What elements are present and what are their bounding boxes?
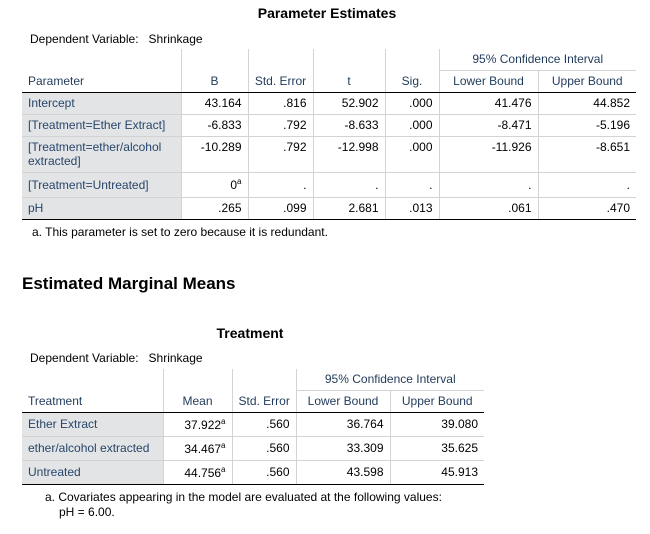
col-upper-bound: Upper Bound <box>538 70 636 92</box>
row-label: [Treatment=Untreated] <box>22 172 181 197</box>
cell-upper-bound: .470 <box>538 197 636 219</box>
table-row <box>22 92 636 114</box>
row-label: Untreated <box>22 460 163 484</box>
cell-std-error: .099 <box>248 197 313 219</box>
cell-mean-value: 44.756 <box>184 465 222 480</box>
col-lower-bound: Lower Bound <box>296 390 390 412</box>
parameter-estimates-title: Parameter Estimates <box>257 5 397 21</box>
footnote-marker: a <box>221 464 226 474</box>
cell-mean-value: 34.467 <box>184 441 222 456</box>
cell-upper-bound: 39.080 <box>390 412 484 436</box>
emm-dependent-variable-value: Shrinkage <box>148 351 203 365</box>
footnote-marker: a <box>237 177 242 186</box>
cell-upper-bound: -8.651 <box>538 136 636 172</box>
treatment-table-title: Treatment <box>216 325 284 341</box>
col-treatment: Treatment <box>22 390 163 412</box>
col-std-error: Std. Error <box>232 390 296 412</box>
row-label: [Treatment=ether/alcohol extracted] <box>22 136 181 172</box>
estimated-marginal-means-heading: Estimated Marginal Means <box>22 274 236 293</box>
col-t: t <box>313 70 385 92</box>
col-std-error: Std. Error <box>248 70 313 92</box>
footnote-marker: a <box>221 440 226 450</box>
cell-upper-bound: 35.625 <box>390 436 484 460</box>
cell-lower-bound: .061 <box>439 197 538 219</box>
row-label: Ether Extract <box>22 412 163 436</box>
table-row <box>22 460 484 484</box>
row-label: [Treatment=Ether Extract] <box>22 114 181 136</box>
cell-b-value: 0 <box>230 178 238 192</box>
table-row <box>22 197 636 219</box>
cell-sig: .013 <box>385 197 439 219</box>
treatment-means-table <box>22 369 484 485</box>
dependent-variable-caption: Dependent Variable: <box>30 32 139 46</box>
cell-upper-bound: 44.852 <box>538 92 636 114</box>
cell-upper-bound: 45.913 <box>390 460 484 484</box>
parameter-estimates-table <box>22 49 636 220</box>
cell-sig: .000 <box>385 114 439 136</box>
emm-dependent-variable-label <box>30 351 203 365</box>
ci-header: 95% Confidence Interval <box>439 49 636 70</box>
parameter-footnote: a. This parameter is set to zero because it is redundant. <box>32 225 328 239</box>
cell-std-error: .560 <box>232 436 296 460</box>
cell-t: . <box>313 172 385 197</box>
cell-std-error: . <box>248 172 313 197</box>
cell-b <box>181 172 248 197</box>
cell-lower-bound: . <box>439 172 538 197</box>
col-b: B <box>181 70 248 92</box>
cell-mean <box>163 436 232 460</box>
col-lower-bound: Lower Bound <box>439 70 538 92</box>
cell-b: .265 <box>181 197 248 219</box>
cell-b: 43.164 <box>181 92 248 114</box>
footnote-marker: a <box>221 416 226 426</box>
emm-footnote-line2: pH = 6.00. <box>59 505 115 519</box>
cell-mean-value: 37.922 <box>184 417 222 432</box>
emm-ci-header: 95% Confidence Interval <box>296 369 484 390</box>
cell-lower-bound: -11.926 <box>439 136 538 172</box>
col-upper-bound: Upper Bound <box>390 390 484 412</box>
cell-t: 2.681 <box>313 197 385 219</box>
cell-t: 52.902 <box>313 92 385 114</box>
cell-lower-bound: 33.309 <box>296 436 390 460</box>
cell-sig: .000 <box>385 92 439 114</box>
col-parameter: Parameter <box>22 70 181 92</box>
cell-std-error: .792 <box>248 114 313 136</box>
cell-std-error: .816 <box>248 92 313 114</box>
row-label: ether/alcohol extracted <box>22 436 163 460</box>
cell-std-error: .792 <box>248 136 313 172</box>
cell-t: -12.998 <box>313 136 385 172</box>
cell-std-error: .560 <box>232 412 296 436</box>
cell-b: -10.289 <box>181 136 248 172</box>
cell-sig: .000 <box>385 136 439 172</box>
cell-lower-bound: -8.471 <box>439 114 538 136</box>
cell-lower-bound: 36.764 <box>296 412 390 436</box>
cell-std-error: .560 <box>232 460 296 484</box>
col-sig: Sig. <box>385 70 439 92</box>
emm-footnote-line1: a. Covariates appearing in the model are evaluated at the following values: <box>45 490 442 504</box>
dependent-variable-label <box>30 32 203 46</box>
cell-sig: . <box>385 172 439 197</box>
cell-upper-bound: -5.196 <box>538 114 636 136</box>
row-label: Intercept <box>22 92 181 114</box>
table-row <box>22 114 636 136</box>
cell-mean <box>163 460 232 484</box>
table-row <box>22 436 484 460</box>
cell-lower-bound: 43.598 <box>296 460 390 484</box>
col-mean: Mean <box>163 390 232 412</box>
table-row <box>22 412 484 436</box>
table-row <box>22 136 636 172</box>
cell-mean <box>163 412 232 436</box>
cell-lower-bound: 41.476 <box>439 92 538 114</box>
table-row <box>22 172 636 197</box>
emm-dependent-variable-caption: Dependent Variable: <box>30 351 139 365</box>
cell-b: -6.833 <box>181 114 248 136</box>
dependent-variable-value: Shrinkage <box>148 32 203 46</box>
cell-upper-bound: . <box>538 172 636 197</box>
cell-t: -8.633 <box>313 114 385 136</box>
row-label: pH <box>22 197 181 219</box>
